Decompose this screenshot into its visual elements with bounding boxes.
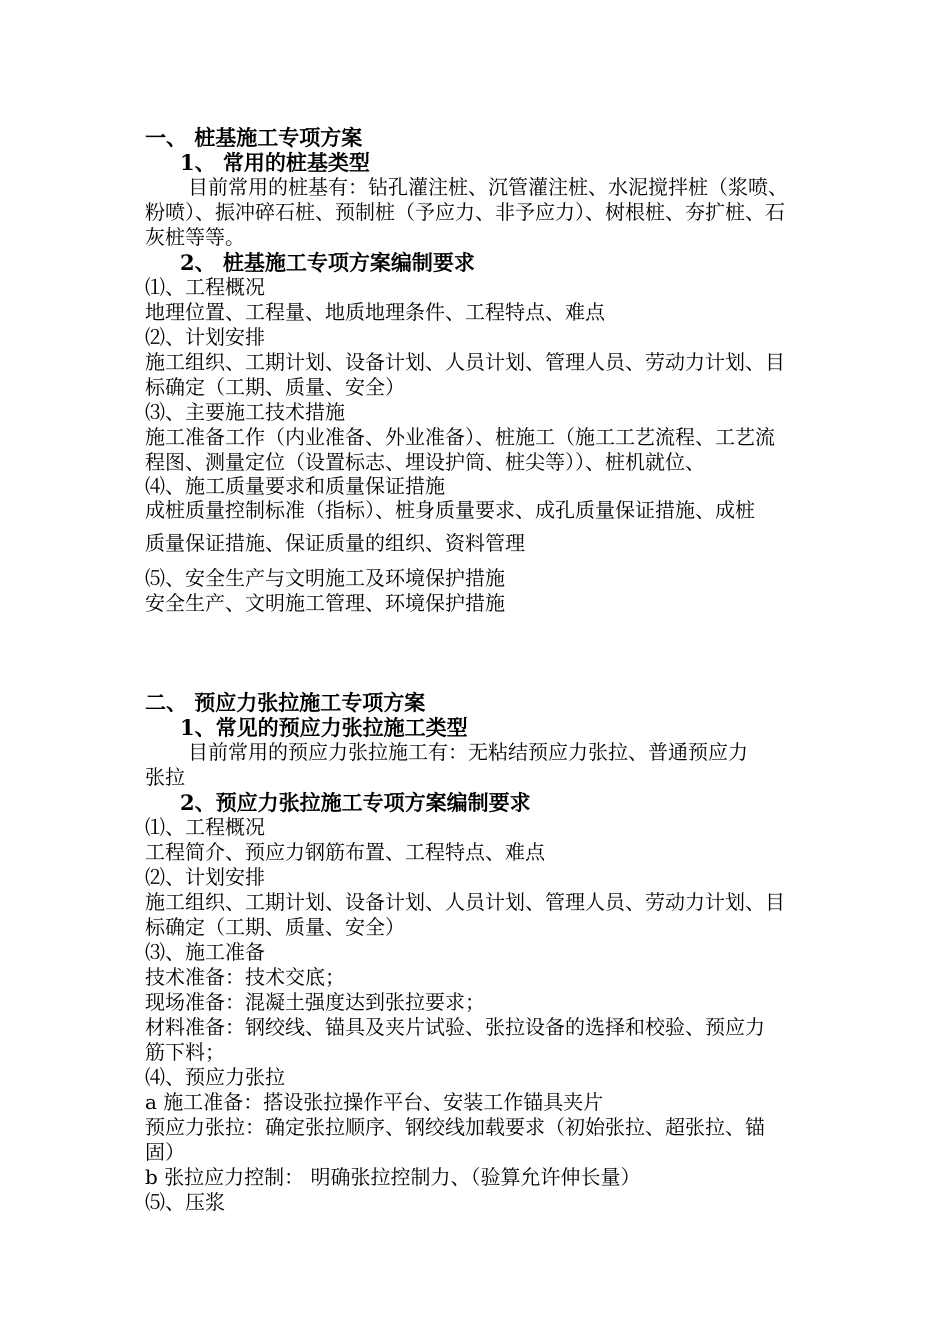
item-title: ⑵、计划安排 [145, 325, 265, 349]
section1-sub1-para-line: 目前常用的桩基有：钻孔灌注桩、沉管灌注桩、水泥搅拌桩（浆喷、 [188, 175, 788, 199]
section2-line: 工程简介、预应力钢筋布置、工程特点、难点 [145, 840, 545, 864]
item-title: ⑷、施工质量要求和质量保证措施 [145, 474, 445, 498]
item-text: 质量保证措施、保证质量的组织、资料管理 [145, 531, 525, 555]
item-title: ⑸、安全生产与文明施工及环境保护措施 [145, 566, 505, 590]
section2-sub2-heading: 2、预应力张拉施工专项方案编制要求 [180, 790, 531, 815]
item-title: ⑶、主要施工技术措施 [145, 400, 345, 424]
section2-line: b 张拉应力控制： 明确张拉控制力、（验算允许伸长量） [145, 1165, 641, 1189]
item-text: 施工准备工作（内业准备、外业准备）、桩施工（施工工艺流程、工艺流 [145, 425, 775, 449]
item-text: 程图、测量定位（设置标志、埋设护筒、桩尖等））、桩机就位、 [145, 450, 705, 474]
section2-line: 技术准备：技术交底； [145, 965, 345, 989]
item-title: ⑴、工程概况 [145, 275, 265, 299]
section2-line: 固） [145, 1140, 185, 1164]
section2-line: 施工组织、工期计划、设备计划、人员计划、管理人员、劳动力计划、目 [145, 890, 785, 914]
item-text: 标确定（工期、质量、安全） [145, 375, 405, 399]
section2-line: ⑸、压浆 [145, 1190, 225, 1214]
section1-sub1-heading: 1、 常用的桩基类型 [180, 150, 370, 175]
section2-sub1-para-line: 目前常用的预应力张拉施工有：无粘结预应力张拉、普通预应力 [188, 740, 748, 764]
section2-sub1-para-line: 张拉 [145, 765, 185, 789]
section2-heading: 二、 预应力张拉施工专项方案 [145, 690, 426, 715]
section2-line: a 施工准备：搭设张拉操作平台、安装工作锚具夹片 [145, 1090, 604, 1114]
section1-heading: 一、 桩基施工专项方案 [145, 125, 363, 150]
section2-line: ⑶、施工准备 [145, 940, 265, 964]
section2-line: 标确定（工期、质量、安全） [145, 915, 405, 939]
section2-line: 材料准备：钢绞线、锚具及夹片试验、张拉设备的选择和校验、预应力 [145, 1015, 765, 1039]
item-text: 安全生产、文明施工管理、环境保护措施 [145, 591, 505, 615]
section2-line: ⑵、计划安排 [145, 865, 265, 889]
section1-sub1-para-line: 粉喷）、振冲碎石桩、预制桩（予应力、非予应力）、树根桩、夯扩桩、石 [145, 200, 785, 224]
section1-sub1-para-line: 灰桩等等。 [145, 225, 245, 249]
section2-line: ⑷、预应力张拉 [145, 1065, 285, 1089]
item-text: 地理位置、工程量、地质地理条件、工程特点、难点 [145, 300, 605, 324]
section2-sub1-heading: 1、常见的预应力张拉施工类型 [180, 715, 468, 740]
section2-line: 筋下料； [145, 1040, 225, 1064]
item-text: 成桩质量控制标准（指标）、桩身质量要求、成孔质量保证措施、成桩 [145, 498, 755, 522]
section2-line: ⑴、工程概况 [145, 815, 265, 839]
section2-line: 现场准备：混凝土强度达到张拉要求； [145, 990, 485, 1014]
section1-sub2-heading: 2、 桩基施工专项方案编制要求 [180, 250, 475, 275]
item-text: 施工组织、工期计划、设备计划、人员计划、管理人员、劳动力计划、目 [145, 350, 785, 374]
section2-line: 预应力张拉：确定张拉顺序、钢绞线加载要求（初始张拉、超张拉、锚 [145, 1115, 765, 1139]
